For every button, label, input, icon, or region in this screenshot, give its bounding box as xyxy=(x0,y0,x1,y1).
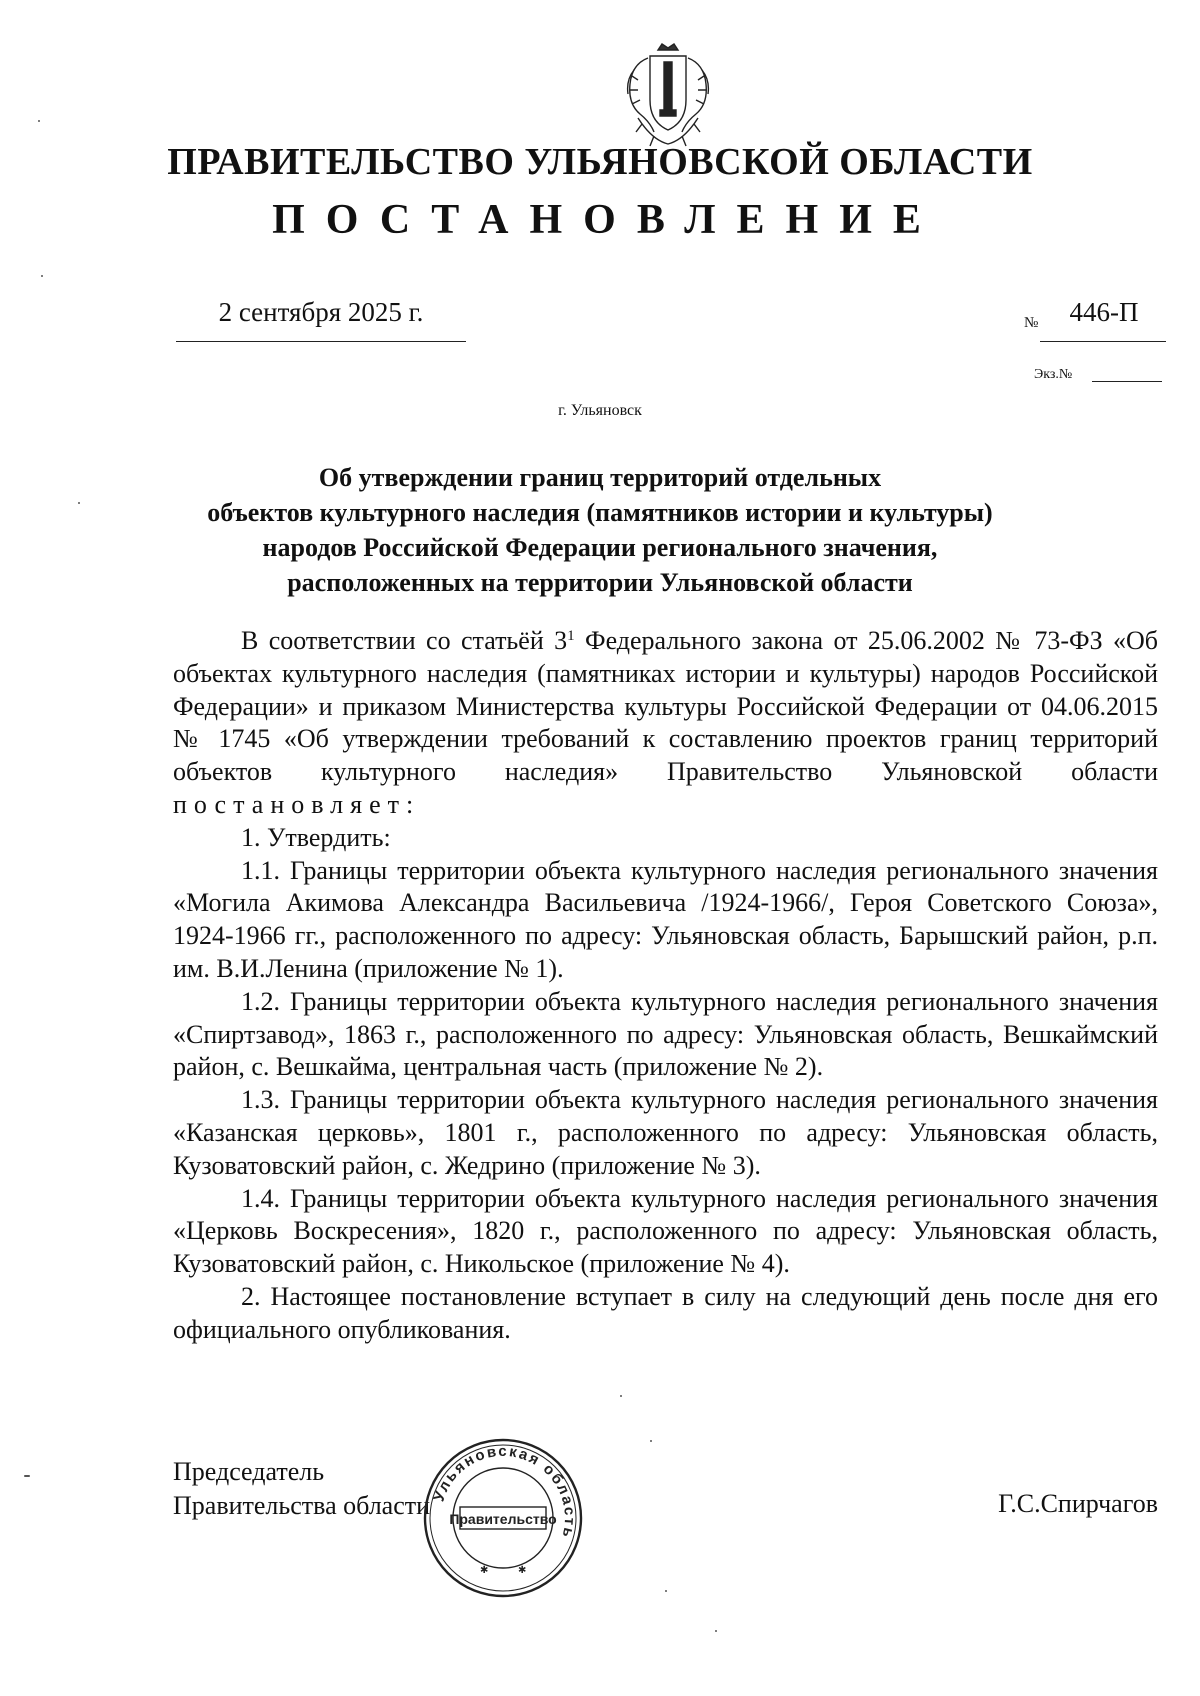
scan-speck xyxy=(24,1475,30,1477)
signer-name: Г.С.Спирчагов xyxy=(998,1489,1158,1518)
stamp-ring-text: Ульяновская область xyxy=(430,1442,579,1541)
scan-speck xyxy=(78,502,80,504)
signer-title-line: Председатель xyxy=(173,1457,325,1486)
heading-line: расположенных на территории Ульяновской области xyxy=(287,568,913,597)
preamble-text: В соответствии со статьёй 3 xyxy=(241,626,568,655)
scan-speck xyxy=(38,120,40,122)
copy-number-label: Экз.№ xyxy=(1034,367,1073,382)
preamble-paragraph xyxy=(173,625,1158,822)
city: г. Ульяновск xyxy=(558,402,642,419)
resolves-word: постановляет xyxy=(173,789,407,819)
svg-text:✱: ✱ xyxy=(518,1565,527,1576)
scan-speck xyxy=(41,275,43,277)
item-paragraph: 1.1. Границы территории объекта культурного наследия регионального значения «Могила Акимова Александра Васильевича /1924-1966/, Героя Советского Союза», 1924-1966 гг., расположенного по адресу: Ульяновская область, Барышский район, р.п. им. В.И.Ленина (приложение № 1). xyxy=(173,855,1158,983)
preamble-end: : xyxy=(406,789,414,819)
date-underline xyxy=(176,341,466,342)
document-date: 2 сентября 2025 г. xyxy=(218,297,424,327)
heading-line: Об утверждении границ территорий отдельных xyxy=(318,463,882,492)
preamble-text: Федерального закона от 25.06.2002 № 73-ФЗ «Об объектах культурного наследия (памятниках истории и культуры) народов Российской Федерации» и приказом Министерства культуры Российской Федерации от 04.06.2015 № 1745 «Об утверждении требований к составлению проектов границ территорий объектов культурного наследия» Правительство Ульяновской области xyxy=(173,626,1159,787)
svg-text:✱: ✱ xyxy=(480,1565,489,1576)
item-paragraph: 2. Настоящее постановление вступает в силу на следующий день после дня его официального опубликования. xyxy=(173,1281,1158,1344)
copy-number-underline xyxy=(1092,381,1162,382)
item-paragraph: 1.4. Границы территории объекта культурного наследия регионального значения «Церковь Воскресения», 1820 г., расположенного по адресу: Ульяновская область, Кузоватовский район, с. Никольское (приложение № 4). xyxy=(173,1183,1158,1279)
scan-speck xyxy=(620,1395,622,1397)
heading-line: народов Российской Федерации регионального значения, xyxy=(262,533,938,562)
document-type: ПОСТАНОВЛЕНИЕ xyxy=(272,197,942,243)
item-paragraph: 1.2. Границы территории объекта культурного наследия регионального значения «Спиртзавод», 1863 г., расположенного по адресу: Ульяновская область, Вешкаймский район, с. Вешкайма, центральная часть (приложение № 2). xyxy=(173,986,1158,1082)
government-title: ПРАВИТЕЛЬСТВО УЛЬЯНОВСКОЙ ОБЛАСТИ xyxy=(167,141,1033,183)
signer-title-line: Правительства области xyxy=(173,1491,431,1520)
scan-speck xyxy=(665,1590,667,1592)
document-body xyxy=(173,625,1158,1347)
stamp-center-text: Правительство xyxy=(449,1511,557,1527)
number-underline xyxy=(1040,341,1166,342)
number-sign: № xyxy=(1024,315,1039,331)
document-heading xyxy=(160,460,1040,600)
heading-line: объектов культурного наследия (памятников истории и культуры) xyxy=(207,498,993,527)
official-seal-stamp xyxy=(418,1433,588,1603)
coat-of-arms-emblem xyxy=(620,40,716,152)
scan-speck xyxy=(715,1630,717,1632)
scan-speck xyxy=(650,1440,652,1442)
article-superscript: 1 xyxy=(567,628,575,644)
document-number: 446-П xyxy=(1069,297,1139,327)
signer-title xyxy=(173,1455,430,1523)
item-paragraph: 1. Утвердить: xyxy=(241,822,391,852)
item-paragraph: 1.3. Границы территории объекта культурного наследия регионального значения «Казанская церковь», 1801 г., расположенного по адресу: Ульяновская область, Кузоватовский район, с. Жедрино (приложение № 3). xyxy=(173,1085,1158,1180)
